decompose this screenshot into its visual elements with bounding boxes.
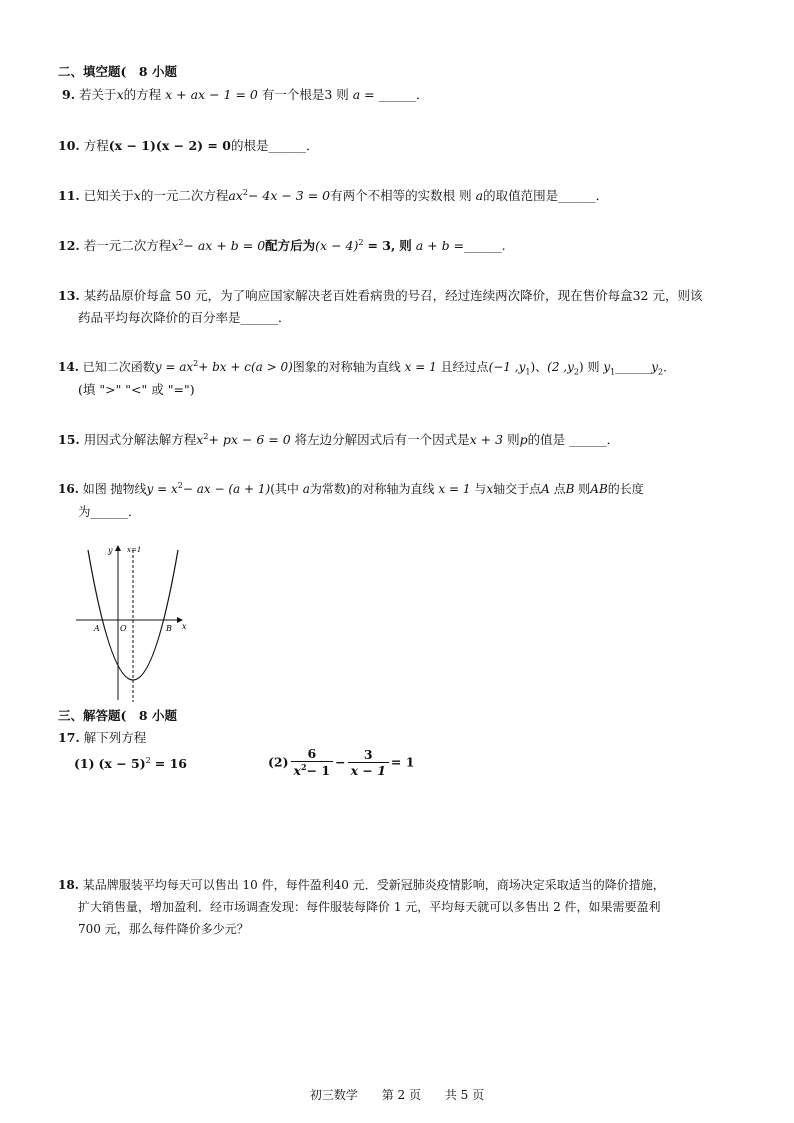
text: 则	[578, 482, 591, 496]
text: 方程	[83, 138, 109, 153]
question-10	[58, 136, 318, 154]
equation: = 16	[154, 756, 187, 772]
math: A	[541, 482, 550, 496]
equation: (x − 4)	[315, 238, 359, 253]
equation: + bx + c(a > 0)	[198, 360, 293, 374]
question-number: 14.	[58, 360, 79, 374]
text: 如图 抛物线	[82, 482, 147, 496]
equation: = 1	[390, 754, 415, 770]
answer-blank: ______	[558, 188, 596, 203]
question-number: 18.	[58, 878, 79, 892]
math: y	[603, 360, 611, 374]
denominator	[291, 762, 334, 778]
question-16	[58, 480, 644, 497]
question-number: 11.	[58, 188, 80, 203]
text: ．	[278, 310, 291, 325]
footer-page: 第 2 页	[381, 1088, 421, 1102]
text: ．	[663, 360, 676, 374]
math: p	[519, 432, 528, 447]
equation: + px − 6 = 0	[208, 432, 291, 447]
denominator: x − 1	[350, 762, 386, 778]
text: 有两个不相等的实数根 则	[330, 188, 472, 203]
equation: a + b =	[415, 238, 465, 253]
question-13-line-2	[78, 308, 291, 326]
text: )	[530, 360, 536, 374]
question-number: 13.	[58, 288, 80, 303]
text: .	[501, 238, 506, 253]
equation: (x − 1)(x − 2) = 0	[108, 138, 231, 153]
superscript: 2	[358, 237, 364, 247]
answer-blank: ______	[268, 138, 306, 153]
answer-blank: ______	[240, 310, 279, 325]
question-16-line-2	[78, 502, 141, 520]
math: x	[486, 482, 494, 496]
point: (−1 ,y	[488, 360, 526, 374]
part-label: (1)	[74, 756, 95, 772]
math: x	[116, 87, 124, 102]
subscript: 1	[610, 367, 616, 377]
parabola-graph	[72, 540, 192, 702]
answer-blank: ______	[464, 238, 502, 253]
text: 解下列方程	[83, 730, 147, 745]
text: 则	[587, 360, 600, 374]
answer-blank: ______	[90, 504, 129, 519]
text: 将左边分解因式后有一个因式是	[294, 432, 470, 447]
text: )	[578, 360, 584, 374]
math: y	[651, 360, 658, 374]
math: x	[293, 763, 301, 779]
superscript: 2	[242, 187, 248, 197]
numerator: 3	[348, 747, 389, 763]
text: 某药品原价每盒 50 元，为了响应国家解决老百姓看病贵的号召，经过连续两次降价，现在售价每盒32 元，则该	[83, 288, 703, 303]
question-14	[58, 358, 675, 376]
text: 有一个根是3 则	[261, 87, 349, 102]
text: 的长度	[607, 482, 644, 496]
question-17	[58, 728, 146, 746]
text: 若关于	[79, 87, 117, 102]
y-axis-label: y	[108, 546, 113, 555]
origin-label: O	[120, 624, 127, 633]
section-3-heading: 三、解答题( 8 小题	[58, 708, 177, 723]
superscript: 2	[177, 481, 183, 490]
equation: ax	[228, 188, 243, 203]
numerator: 6	[291, 746, 334, 762]
fraction	[348, 747, 389, 778]
text: ．	[606, 432, 620, 447]
equation: (x − 5)	[98, 756, 146, 772]
question-14-line-2: (填 ">" "<" 或 "=")	[78, 382, 195, 397]
question-9	[62, 85, 429, 103]
text: 、	[535, 360, 548, 374]
operator: −	[335, 754, 346, 770]
footer-total: 共 5 页	[444, 1088, 485, 1102]
question-18-line-2: 扩大销售量，增加盈利．经市场调查发现：每件服装每降价 1 元，平均每天就可以多售出 2 件，如果需要盈利	[78, 900, 661, 914]
text: 点	[553, 482, 566, 496]
text: ．	[305, 138, 319, 153]
question-18	[58, 876, 665, 893]
part-label: (2)	[268, 754, 289, 770]
x-axis-label: x	[182, 622, 187, 631]
text: (其中	[270, 482, 299, 496]
text: 的根是	[230, 138, 269, 153]
math: AB	[590, 482, 608, 496]
equation: x = 1	[404, 360, 437, 374]
symmetry-axis-label: x=1	[127, 546, 142, 554]
question-13	[58, 286, 702, 304]
question-11	[58, 186, 608, 204]
section-2-heading: 二、填空题( 8 小题	[58, 64, 177, 79]
subscript: 1	[525, 367, 531, 377]
math: − 1	[306, 763, 331, 779]
equation: − ax + b = 0	[183, 238, 266, 253]
question-number: 16.	[58, 482, 79, 496]
point: (2 ,y	[547, 360, 574, 374]
superscript: 2	[203, 431, 209, 441]
question-17-part-2	[268, 746, 414, 778]
superscript: 2	[300, 762, 307, 772]
math: x	[133, 188, 141, 203]
text: 的方程	[123, 87, 162, 102]
text: ．	[128, 504, 141, 519]
math: a =	[352, 87, 375, 102]
question-18-line-3: 700 元，那么每件降价多少元？	[78, 922, 249, 936]
question-15	[58, 430, 619, 448]
question-number: 17.	[58, 730, 80, 745]
subscript: 2	[573, 367, 579, 377]
text: 已知关于	[83, 188, 134, 203]
superscript: 2	[193, 359, 199, 368]
text: 配方后为	[265, 238, 316, 253]
text: 为	[78, 504, 91, 519]
question-number: 12.	[58, 238, 80, 253]
text: ．	[416, 87, 429, 102]
question-17-part-1	[74, 756, 187, 771]
equation: − ax − (a + 1)	[182, 482, 271, 496]
subscript: 2	[657, 367, 664, 377]
equation: − 4x − 3 = 0	[247, 188, 331, 203]
superscript: 2	[145, 756, 151, 765]
text: 则	[507, 432, 520, 447]
text: 药品平均每次降价的百分率是	[78, 310, 241, 325]
equation: x	[171, 238, 179, 253]
text: 某品牌服装平均每天可以售出 10 件，每件盈利40 元．受新冠肺炎疫情影响，商场决定采取适当的降价措施，	[82, 878, 665, 892]
text: 若一元二次方程	[83, 238, 172, 253]
page-footer	[0, 1086, 794, 1103]
equation: x + 3	[469, 432, 504, 447]
text: 且经过点	[440, 360, 489, 374]
math: a	[302, 482, 310, 496]
equation: x = 1	[438, 482, 471, 496]
fraction	[291, 746, 334, 778]
text: ．	[595, 188, 609, 203]
text: 用因式分解法解方程	[83, 432, 197, 447]
question-number: 9.	[62, 87, 76, 102]
question-number: 10.	[58, 138, 80, 153]
text: 的一元二次方程	[140, 188, 229, 203]
answer-blank: ______	[615, 360, 652, 374]
answer-blank: ______	[569, 432, 607, 447]
equation: x + ax − 1 = 0	[165, 87, 258, 102]
text: 的值是	[527, 432, 566, 447]
text: 则	[399, 238, 412, 253]
text: 轴交于点	[493, 482, 542, 496]
equation: y = ax	[154, 360, 194, 374]
math: B	[565, 482, 575, 496]
superscript: 2	[178, 237, 184, 247]
text: 的取值范围是	[483, 188, 559, 203]
question-number: 15.	[58, 432, 80, 447]
math: a	[475, 188, 484, 203]
point-b-label: B	[166, 624, 172, 633]
text: 已知二次函数	[82, 360, 155, 374]
text: 图象的对称轴为直线	[292, 360, 401, 374]
equation: x	[196, 432, 204, 447]
equation: y = x	[146, 482, 178, 496]
text: 与	[474, 482, 487, 496]
question-12	[58, 236, 506, 254]
text: 为常数)的对称轴为直线	[309, 482, 435, 496]
equation: = 3,	[367, 238, 396, 253]
footer-subject: 初三数学	[309, 1088, 358, 1102]
point-a-label: A	[94, 624, 100, 633]
answer-blank: ______	[378, 87, 417, 102]
